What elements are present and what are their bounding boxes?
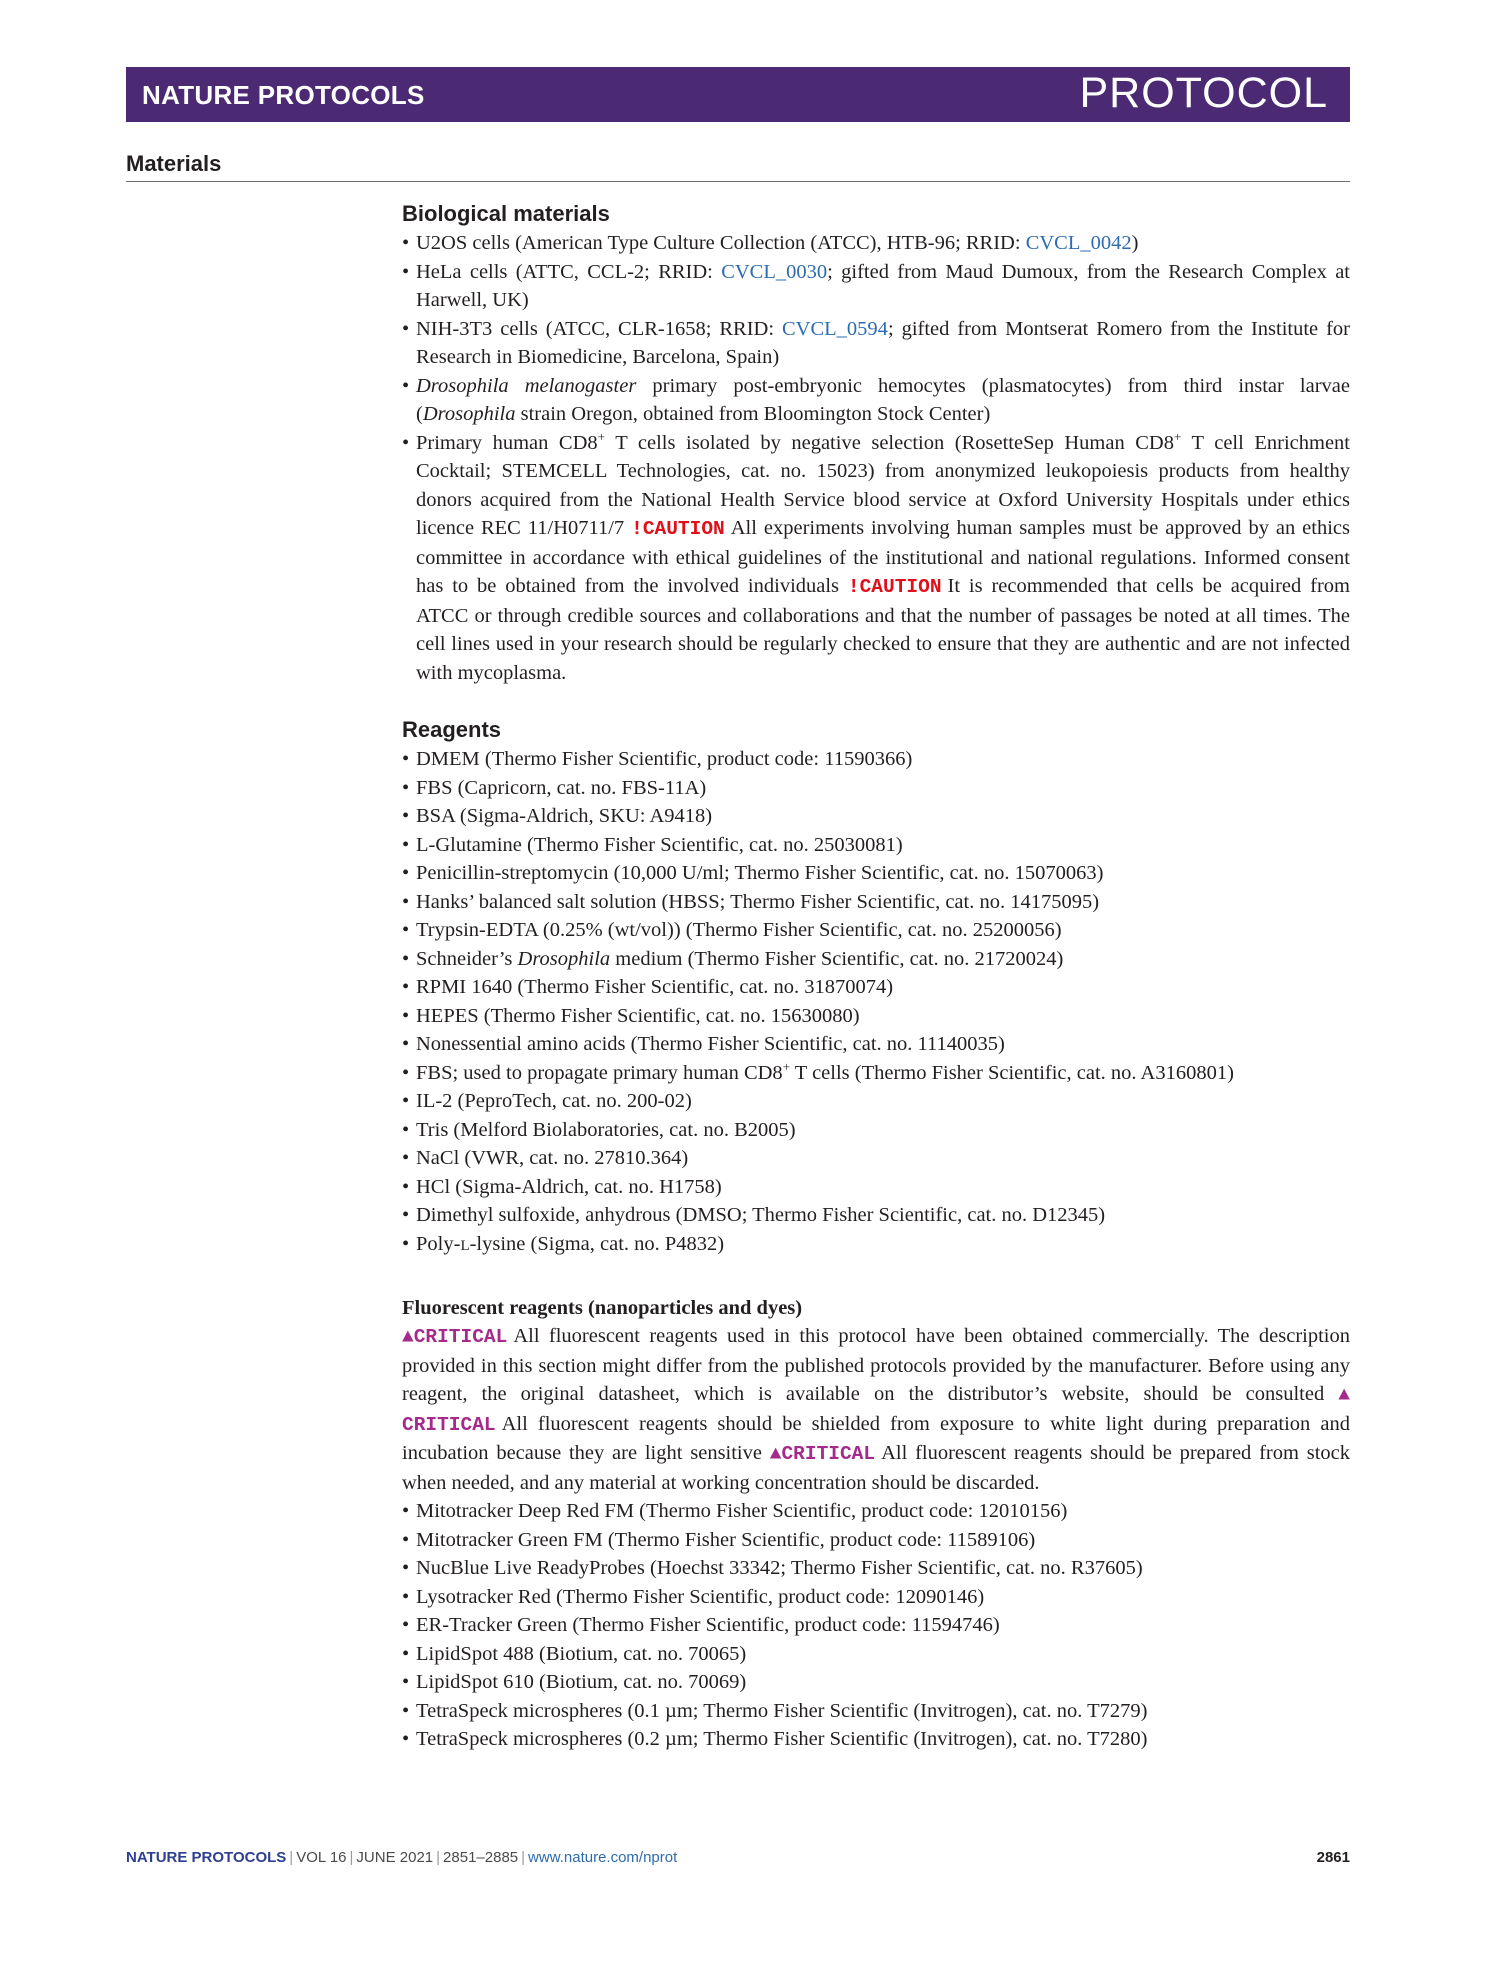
rrid-link[interactable]: CVCL_0594 (782, 317, 888, 340)
item-text: FBS; used to propagate primary human CD8 (416, 1061, 783, 1084)
caution-text: CAUTION (642, 518, 725, 540)
item-text: -lysine (Sigma, cat. no. P4832) (469, 1232, 725, 1255)
bio-item-cd8 (402, 429, 1350, 688)
genus-name: Drosophila (422, 403, 516, 425)
triangle-icon: ▲ (769, 1443, 782, 1465)
item-text: All experiments involving human samples must be approved by an ethics committee in accordance with ethical guidelines of the institutional and national regulations. Informed consent has to be obtained from the involved individuals (416, 517, 1350, 597)
reagent-item: • Hanks’ balanced salt solution (HBSS; Thermo Fisher Scientific, cat. no. 14175095) (402, 888, 1350, 917)
caution-label (848, 576, 942, 598)
superscript: + (597, 428, 606, 444)
footer-volume: VOL 16 (296, 1849, 347, 1866)
paragraph-text: All fluorescent reagents should be shielded from exposure to white light during preparation and incubation because they are light sensitive (402, 1412, 1350, 1464)
bio-item-nih3t3 (402, 315, 1350, 372)
footer-separator: | (289, 1849, 294, 1866)
page-footer (126, 1849, 1350, 1866)
reagent-item-fbs-cd8 (402, 1059, 1350, 1088)
item-text: ; gifted from Maud Dumoux, from the Research Complex at Harwell, UK) (416, 260, 1350, 311)
small-caps-letter: L (460, 1237, 470, 1254)
reagent-item: • Tris (Melford Biolaboratories, cat. no. B2005) (402, 1116, 1350, 1145)
fluor-item: • ER-Tracker Green (Thermo Fisher Scientific, product code: 11594746) (402, 1611, 1350, 1640)
reagent-item: • L-Glutamine (Thermo Fisher Scientific, cat. no. 25030081) (402, 831, 1350, 860)
fluor-item: • LipidSpot 610 (Biotium, cat. no. 70069) (402, 1668, 1350, 1697)
reagent-item: • NaCl (VWR, cat. no. 27810.364) (402, 1144, 1350, 1173)
paragraph-text: All fluorescent reagents should be prepared from stock when needed, and any material at working concentration should be discarded. (402, 1442, 1350, 1494)
item-text: ) (1131, 232, 1139, 254)
section-title: Materials (126, 151, 222, 176)
item-text: Schneider’s (416, 947, 518, 970)
page-number: 2861 (1316, 1849, 1350, 1866)
genus-name: Drosophila (517, 947, 611, 970)
critical-label (770, 1443, 875, 1465)
footer-url-link[interactable]: www.nature.com/nprot (528, 1849, 678, 1866)
footer-pages: 2851–2885 (443, 1849, 519, 1866)
paragraph-text: All fluorescent reagents used in this protocol have been obtained commercially. The description provided in this section might differ from the published protocols provided by the manufacturer. Before using any reagent, the original datasheet, which is available on the distributor’s website, should be consulted (402, 1325, 1350, 1405)
critical-paragraph (402, 1322, 1350, 1497)
fluorescent-reagents-heading: Fluorescent reagents (nanoparticles and dyes) (402, 1297, 803, 1319)
item-text: U2OS cells (American Type Culture Collection (ATCC), HTB-96; RRID: (416, 232, 1026, 254)
footer-separator: | (349, 1849, 354, 1866)
bio-item-drosophila (402, 372, 1350, 429)
reagent-item: • HCl (Sigma-Aldrich, cat. no. H1758) (402, 1173, 1350, 1202)
fluor-item: • Lysotracker Red (Thermo Fisher Scientific, product code: 12090146) (402, 1583, 1350, 1612)
bio-materials-heading: Biological materials (402, 201, 610, 226)
exclamation-icon: ! (631, 518, 643, 540)
reagent-item: • DMEM (Thermo Fisher Scientific, product code: 11590366) (402, 745, 1350, 774)
item-text: NIH-3T3 cells (ATCC, CLR-1658; RRID: (416, 317, 782, 340)
article-type: PROTOCOL (1079, 69, 1328, 117)
critical-text: CRITICAL (402, 1413, 496, 1436)
critical-text: CRITICAL (781, 1443, 876, 1465)
fluor-item: • LipidSpot 488 (Biotium, cat. no. 70065) (402, 1640, 1350, 1669)
fluor-item: • Mitotracker Green FM (Thermo Fisher Scientific, product code: 11589106) (402, 1526, 1350, 1555)
item-text: T cells isolated by negative selection (RosetteSep Human CD8 (605, 431, 1174, 454)
bio-item-hela (402, 258, 1350, 315)
item-text: It is recommended that cells be acquired from ATCC or through credible sources and collaborations and that the number of passages be noted at all times. The cell lines used in your research should be regularly checked to ensure that they are authentic and are not infected with mycoplasma. (416, 575, 1350, 684)
reagent-item: • BSA (Sigma-Aldrich, SKU: A9418) (402, 802, 1350, 831)
reagent-item: • IL-2 (PeproTech, cat. no. 200-02) (402, 1087, 1350, 1116)
footer-journal: NATURE PROTOCOLS (126, 1849, 287, 1866)
critical-label (402, 1326, 507, 1348)
journal-header-bar (126, 67, 1350, 122)
materials-column (402, 199, 1350, 1754)
reagent-item-polylysine (402, 1230, 1350, 1261)
reagent-item: • Nonessential amino acids (Thermo Fisher Scientific, cat. no. 11140035) (402, 1030, 1350, 1059)
superscript: + (1174, 428, 1182, 444)
fluor-item: • TetraSpeck microspheres (0.1 µm; Thermo Fisher Scientific (Invitrogen), cat. no. T7279) (402, 1697, 1350, 1726)
reagent-item-schneider (402, 945, 1350, 974)
item-text: medium (Thermo Fisher Scientific, cat. no. 21720024) (610, 947, 1064, 970)
fluor-item: • Mitotracker Deep Red FM (Thermo Fisher Scientific, product code: 12010156) (402, 1497, 1350, 1526)
fluor-item: • NucBlue Live ReadyProbes (Hoechst 33342; Thermo Fisher Scientific, cat. no. R37605) (402, 1554, 1350, 1583)
caution-text: CAUTION (859, 576, 942, 598)
reagent-item: • Penicillin-streptomycin (10,000 U/ml; Thermo Fisher Scientific, cat. no. 15070063) (402, 859, 1350, 888)
footer-separator: | (521, 1849, 526, 1866)
reagent-item: • RPMI 1640 (Thermo Fisher Scientific, cat. no. 31870074) (402, 973, 1350, 1002)
species-name: Drosophila melanogaster (416, 374, 637, 397)
reagent-item: • Trypsin-EDTA (0.25% (wt/vol)) (Thermo Fisher Scientific, cat. no. 25200056) (402, 916, 1350, 945)
critical-text: CRITICAL (413, 1326, 508, 1348)
item-text: Primary human CD8 (416, 431, 598, 454)
reagent-item: • FBS (Capricorn, cat. no. FBS-11A) (402, 774, 1350, 803)
triangle-icon: ▲ (1338, 1384, 1350, 1406)
journal-name: NATURE PROTOCOLS (142, 80, 425, 110)
reagent-item: • HEPES (Thermo Fisher Scientific, cat. no. 15630080) (402, 1002, 1350, 1031)
bio-item-u2os (402, 229, 1350, 258)
item-text: primary post-embryonic hemocytes (plasmatocytes) from third instar larvae ( (416, 374, 1350, 425)
rrid-link[interactable]: CVCL_0030 (721, 260, 828, 283)
item-text: T cells (Thermo Fisher Scientific, cat. no. A3160801) (790, 1061, 1234, 1084)
reagent-item: • Dimethyl sulfoxide, anhydrous (DMSO; Thermo Fisher Scientific, cat. no. D12345) (402, 1201, 1350, 1230)
item-text: strain Oregon, obtained from Bloomington Stock Center) (515, 403, 991, 425)
item-text: HeLa cells (ATTC, CCL-2; RRID: (416, 260, 722, 283)
item-text: Poly- (416, 1232, 461, 1255)
footer-issue: JUNE 2021 (356, 1849, 434, 1866)
exclamation-icon: ! (847, 576, 860, 598)
superscript: + (782, 1058, 791, 1074)
item-text: T cell Enrichment Cocktail; STEMCELL Technologies, cat. no. 15023) from anonymized leukopoiesis products from healthy donors acquired from the National Health Service blood service at Oxford University Hospitals under ethics licence REC 11/H0711/7 (416, 431, 1350, 539)
triangle-icon: ▲ (402, 1326, 414, 1348)
item-text: ; gifted from Montserat Romero from the Institute for Research in Biomedicine, Barcelona, Spain) (416, 317, 1350, 368)
reagents-heading: Reagents (402, 717, 502, 742)
fluor-item: • TetraSpeck microspheres (0.2 µm; Thermo Fisher Scientific (Invitrogen), cat. no. T7280) (402, 1725, 1350, 1754)
section-divider (126, 181, 1350, 182)
footer-separator: | (436, 1849, 441, 1866)
rrid-link[interactable]: CVCL_0042 (1025, 232, 1132, 254)
caution-label (631, 518, 725, 540)
